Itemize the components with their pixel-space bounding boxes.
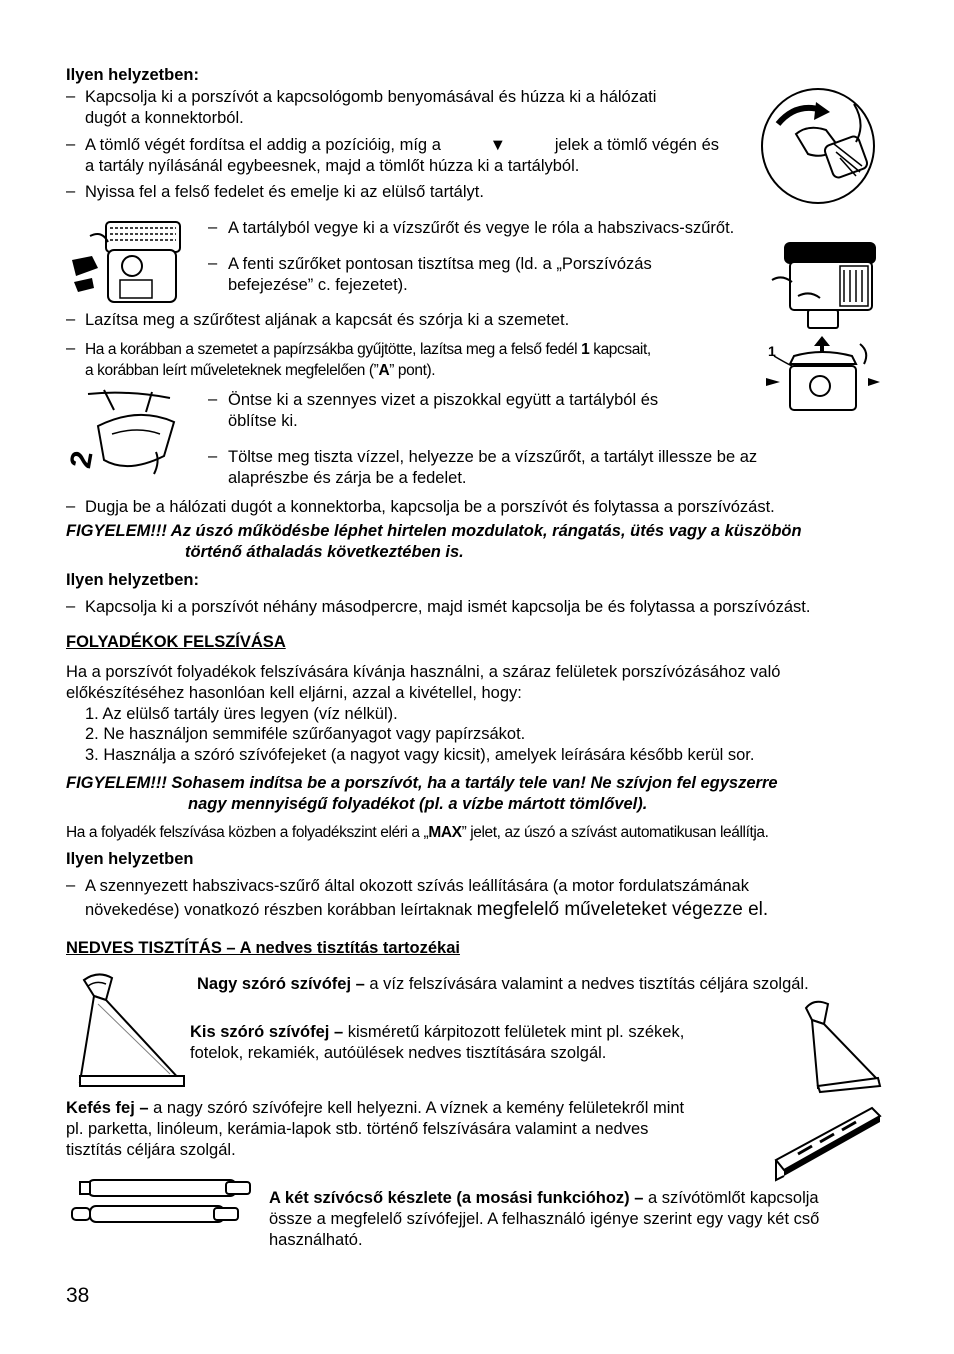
bullet-text: alaprészbe és zárja be a fedelet. <box>228 469 467 487</box>
bullet-dash: – <box>66 182 76 200</box>
section-title-nedves-tisztitas: NEDVES TISZTÍTÁS – A nedves tisztítás tartozékai <box>66 939 460 957</box>
accessory-text: össze a megfelelő szívófejjel. A felhasználó igénye szerint egy vagy két cső <box>269 1210 820 1228</box>
warning-text: FIGYELEM!!! Sohasem indítsa be a porszívót, ha a tartály tele van! Ne szívjon fel egyszerre <box>66 774 778 792</box>
bullet-dash: – <box>208 254 218 272</box>
accessory-text: a nagy szóró szívófejre kell helyezni. A víznek a kemény felületekről mint <box>153 1099 685 1117</box>
accessory-name: Kefés fej – <box>66 1099 149 1117</box>
figure-number-1: 1 <box>768 343 776 359</box>
bullet-dash: – <box>208 447 218 465</box>
bullet-bold: A <box>378 362 390 379</box>
section-title-folyadekok: FOLYADÉKOK FELSZÍVÁSA <box>66 633 286 651</box>
bullet-text: növekedése) vonatkozó részben korábban leírtaknak <box>85 901 473 919</box>
bullet-text: A szennyezett habszivacs-szűrő által okozott szívás leállítására (a motor fordulatszámának <box>85 877 749 895</box>
bullet-text: Kapcsolja ki a porszívót a kapcsológomb benyomásával és húzza ki a hálózati <box>85 88 657 106</box>
bullet-line <box>85 360 435 381</box>
bullet-text: a korábban leírt műveleteknek megfelelően (” <box>85 362 379 379</box>
bullet-dash: – <box>208 390 218 408</box>
figure-number-2: 2 <box>64 448 100 471</box>
bullet-text: öblítse ki. <box>228 412 298 430</box>
accessory-name: Nagy szóró szívófej – <box>197 975 365 993</box>
bullet-text: Dugja be a hálózati dugót a konnektorba, kapcsolja be a porszívót és folytassa a porszívózást. <box>85 498 775 516</box>
accessory-name: A két szívócső készlete (a mosási funkcióhoz) – <box>269 1189 644 1207</box>
list-item: 1. Az elülső tartály üres legyen (víz nélkül). <box>85 705 398 723</box>
bullet-text: kapcsait, <box>593 341 651 358</box>
pour-water-illustration <box>64 386 190 478</box>
accessory-text: kisméretű kárpitozott felületek mint pl. székek, <box>347 1023 685 1041</box>
paragraph <box>66 822 769 843</box>
bullet-line <box>85 135 719 156</box>
bullet-line <box>85 899 768 921</box>
bullet-text: Nyissa fel a felső fedelet és emelje ki az elülső tartályt. <box>85 183 484 201</box>
suction-tubes-illustration <box>70 1176 254 1230</box>
filter-removal-illustration <box>68 216 186 308</box>
bullet-dash: – <box>66 135 76 153</box>
bullet-text: a tartály nyílásánál egybeesnek, majd a tömlőt húzza ki a tartályból. <box>85 157 580 175</box>
brush-head-illustration <box>772 1104 882 1182</box>
bullet-dash: – <box>208 218 218 236</box>
small-nozzle-illustration <box>800 998 882 1094</box>
filter-unit-illustration <box>770 236 882 332</box>
triangle-down-icon: ▼ <box>489 136 507 154</box>
bullet-text-large: megfelelő műveleteket végezze el. <box>476 899 769 920</box>
container-lid-illustration <box>764 334 882 414</box>
bullet-text: Töltse meg tiszta vízzel, helyezze be a vízszűrőt, a tartályt illessze be az <box>228 448 758 466</box>
paragraph-text: ” jelet, az úszó a szívást automatikusan leállítja. <box>461 824 769 841</box>
bullet-dash: – <box>66 597 76 615</box>
bullet-text: A tömlő végét fordítsa el addig a pozícióig, míg a <box>85 136 441 154</box>
bullet-dash: – <box>66 876 76 894</box>
heading-ilyen-helyzetben: Ilyen helyzetben: <box>66 571 199 589</box>
warning-text: nagy mennyiségű folyadékot (pl. a vízbe mártott tömlővel). <box>188 795 648 813</box>
accessory-description <box>190 1022 780 1043</box>
bullet-dash: – <box>66 497 76 515</box>
accessory-text: a szívótömlőt kapcsolja <box>648 1189 819 1207</box>
bullet-bold: 1 <box>581 341 590 358</box>
paragraph-text: Ha a folyadék felszívása közben a folyadékszint eléri a „ <box>66 824 429 841</box>
bullet-dash: – <box>66 339 76 357</box>
bullet-text: A tartályból vegye ki a vízszűrőt és vegye le róla a habszivacs-szűrőt. <box>228 219 735 237</box>
warning-text: FIGYELEM!!! Az úszó működésbe léphet hirtelen mozdulatok, rángatás, ütés vagy a küszöbön <box>66 522 802 540</box>
list-item: 3. Használja a szóró szívófejeket (a nagyot vagy kicsit), amelyek leírására később kerül sor. <box>85 746 755 764</box>
hose-twist-illustration <box>756 84 888 206</box>
paragraph: Ha a porszívót folyadékok felszívására kívánja használni, a száraz felületek porszívózásához való <box>66 663 781 681</box>
bullet-dash: – <box>66 87 76 105</box>
heading-ilyen-helyzetben: Ilyen helyzetben: <box>66 66 199 84</box>
bullet-text: befejezése” c. fejezetet). <box>228 276 408 294</box>
accessory-description <box>197 974 809 995</box>
bullet-text: Lazítsa meg a szűrőtest aljának a kapcsát és szórja ki a szemetet. <box>85 311 570 329</box>
bullet-text: A fenti szűrőket pontosan tisztítsa meg (ld. a „Porszívózás <box>228 255 652 273</box>
bullet-text: Kapcsolja ki a porszívót néhány másodpercre, majd ismét kapcsolja be és folytassa a porszívózást. <box>85 598 811 616</box>
accessory-text: a víz felszívására valamint a nedves tisztítás céljára szolgál. <box>369 975 809 993</box>
bullet-dash: – <box>66 310 76 328</box>
accessory-text: fotelok, rekamiék, autóülések nedves tisztítására szolgál. <box>190 1044 607 1062</box>
bullet-text: Ha a korábban a szemetet a papírzsákba gyűjtötte, lazítsa meg a felső fedél <box>85 341 578 358</box>
bullet-text: dugót a konnektorból. <box>85 109 244 127</box>
paragraph: előkészítéséhez hasonlóan kell eljárni, azzal a kivétellel, hogy: <box>66 684 522 702</box>
list-item: 2. Ne használjon semmiféle szűrőanyagot vagy papírzsákot. <box>85 725 526 743</box>
page-number: 38 <box>66 1284 90 1307</box>
bullet-text: ” pont). <box>389 362 436 379</box>
paragraph-bold: MAX <box>428 824 462 841</box>
accessory-text: tisztítás céljára szolgál. <box>66 1141 236 1159</box>
large-nozzle-illustration <box>76 970 188 1094</box>
accessory-description <box>269 1188 890 1209</box>
bullet-text: Öntse ki a szennyes vizet a piszokkal együtt a tartályból és <box>228 391 659 409</box>
accessory-name: Kis szóró szívófej – <box>190 1023 344 1041</box>
bullet-text: jelek a tömlő végén és <box>554 136 719 154</box>
bullet-line <box>85 339 651 360</box>
heading-ilyen-helyzetben: Ilyen helyzetben <box>66 850 194 868</box>
accessory-description <box>66 1098 760 1119</box>
accessory-text: pl. parketta, linóleum, kerámia-lapok stb. történő felszívására valamint a nedves <box>66 1120 649 1138</box>
warning-text: történő áthaladás következtében is. <box>185 543 464 561</box>
accessory-text: használható. <box>269 1231 363 1249</box>
